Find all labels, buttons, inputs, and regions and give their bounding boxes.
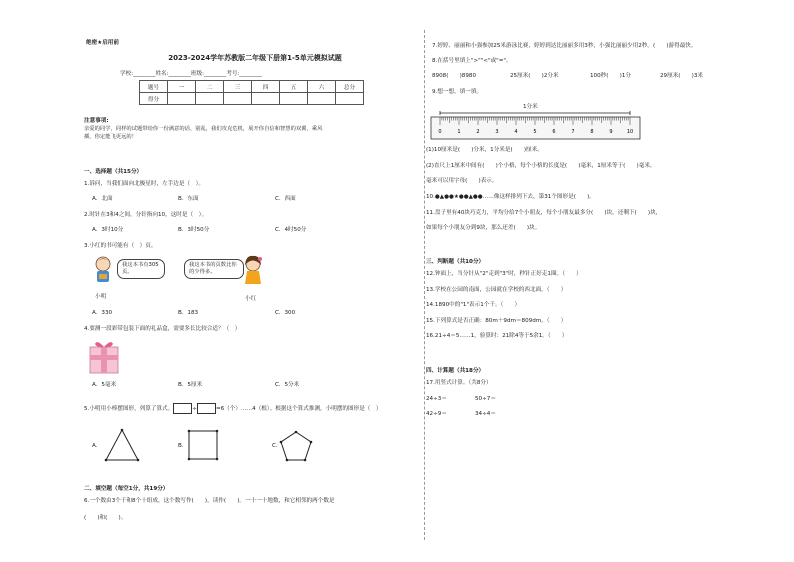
score-cell: 二 <box>196 81 224 93</box>
q5-option-b[interactable]: B． <box>178 443 188 449</box>
q5-option-a[interactable]: A． <box>92 443 102 449</box>
question-9-3: 毫米可以用字母( )表示。 <box>426 178 498 184</box>
question-9: 9.想一想，填一填。 <box>432 89 483 95</box>
calc-item: 42÷9＝ <box>426 411 447 417</box>
score-cell: 题号 <box>140 81 168 93</box>
score-cell: 得分 <box>140 93 168 105</box>
score-table <box>139 80 364 105</box>
question-6: 6.一个数由3个千和8个十组成，这个数写作( )，读作( )。一十一十地数，和它相邻的两个数是 <box>84 498 335 504</box>
score-cell[interactable] <box>308 93 336 105</box>
question-7: 7.婷婷、丽丽和小强参加25米游泳比赛，婷婷到达比丽丽多用3秒，小强比丽丽少用2秒。( )游得最快。 <box>432 43 697 49</box>
score-row-header <box>140 81 364 93</box>
secret-label: 绝密★启用前 <box>86 40 119 46</box>
ruler-number: 8 <box>590 129 594 135</box>
question-17: 17.用竖式计算。（共8分） <box>426 380 492 386</box>
score-cell[interactable] <box>336 93 364 105</box>
ruler-number: 10 <box>626 129 634 135</box>
question-15: 15.下列算式是否正确：80m＋9dm＝809dm。（ ） <box>426 318 567 324</box>
column-divider <box>424 30 425 540</box>
score-cell: 总分 <box>336 81 364 93</box>
section2-heading: 二、填空题（每空1分，共19分） <box>84 486 169 492</box>
gift-box-illustration <box>88 339 120 375</box>
question-2: 2.时针在3和4之间，分针指向10，这时是（ ）。 <box>84 212 208 218</box>
question-5-text: 5.小明用小棒摆图形，列算了算式。 <box>84 406 174 412</box>
ruler-number: 1 <box>457 129 461 135</box>
score-row-points <box>140 93 364 105</box>
ruler-number: 7 <box>571 129 575 135</box>
q4-option-b[interactable]: B．5厘米 <box>178 382 203 388</box>
question-13: 13.学校在公园的南面，公园就在学校的西北面。（ ） <box>426 287 567 293</box>
score-cell[interactable] <box>280 93 308 105</box>
calc-item: 34÷4＝ <box>475 411 496 417</box>
blank-box[interactable] <box>173 403 192 414</box>
ruler-number: 9 <box>609 129 613 135</box>
question-16: 16.21÷4＝5……1，验算时：21除4等于5余1。（ ） <box>426 333 568 339</box>
section1-heading: 一、选择题（共15分） <box>84 169 143 175</box>
question-14: 14.1890中的"1"表示1个千。（ ） <box>426 302 521 308</box>
page-title: 2023-2024学年苏教版二年级下册第1-5单元模拟试题 <box>168 54 342 62</box>
q4-option-a[interactable]: A．5毫米 <box>92 382 117 388</box>
notes-title: 注意事项: <box>84 118 109 124</box>
q2-option-a[interactable]: A．3时10分 <box>92 227 124 233</box>
score-cell: 一 <box>168 81 196 93</box>
q3-option-c[interactable]: C．300 <box>275 310 296 316</box>
square-icon <box>187 429 219 461</box>
score-cell[interactable] <box>224 93 252 105</box>
q8-item-2: 25厘米( )2分米 <box>510 73 559 79</box>
question-9-2: (2)直尺上1厘米中间有( )个小格，每个小格的长度是( )毫米，1厘米等于( )毫米。 <box>426 163 656 169</box>
score-cell: 六 <box>308 81 336 93</box>
question-5: 5.小明用小棒摆图形，列算了算式。 ÷ =6（个）……4（根）。根据这个算式推测，小明摆的图形是（ ） <box>84 403 382 414</box>
score-cell: 五 <box>280 81 308 93</box>
blank-box[interactable] <box>197 403 216 414</box>
ruler-number: 0 <box>438 129 442 135</box>
ruler-illustration <box>430 111 642 141</box>
q8-item-1: 8908( )8980 <box>432 73 477 79</box>
ruler-number: 5 <box>533 129 537 135</box>
ruler-number: 4 <box>514 129 518 135</box>
triangle-icon <box>104 428 140 462</box>
score-cell: 四 <box>252 81 280 93</box>
boy-name: 小明 <box>95 294 107 300</box>
boy-illustration <box>92 255 114 285</box>
question-1: 1.诉问，当我们面向北极星时，左手边是（ ）。 <box>84 181 205 187</box>
question-12: 12.钟面上，当分针从"2"走到"3"时，秒针正好走1圈。（ ） <box>426 271 582 277</box>
q5-option-c[interactable]: C． <box>272 443 282 449</box>
q1-option-a[interactable]: A．北面 <box>92 196 113 202</box>
question-6-cont: ( )和( )。 <box>84 515 127 521</box>
score-cell[interactable] <box>168 93 196 105</box>
q1-option-b[interactable]: B．东面 <box>178 196 199 202</box>
notes-line-1: 亲爱的同学，同样的试题带给你一份满意的话，别乱，我们攻克危机，展开你自信和智慧的双翼，乘风 <box>84 126 323 132</box>
q8-item-4: 29厘米( )3米 <box>660 73 704 79</box>
girl-illustration <box>242 255 264 287</box>
question-4: 4.要测一段彩带包装下面的礼品盒，需要多长比较合适？（ ） <box>84 326 241 332</box>
boy-speech-bubble: 我这本书有305页。 <box>117 259 165 279</box>
question-3: 3.小红的书可能有（ ）页。 <box>84 243 157 249</box>
q4-option-c[interactable]: C．5分米 <box>275 382 300 388</box>
ruler-number: 6 <box>552 129 556 135</box>
girl-name: 小红 <box>245 296 257 302</box>
girl-speech-bubble: 我这本书的页数比你的少得多。 <box>184 259 244 279</box>
question-11: 11.盘子里有40块巧克力，平均分给7个小朋友，每个小朋友最多分( )块，还剩下( )块， <box>426 210 662 216</box>
q3-option-b[interactable]: B．183 <box>178 310 199 316</box>
question-9-1: (1)10厘米是( )分米，1分米是( )厘米。 <box>426 147 543 153</box>
section4-heading: 四、计算题（共18分） <box>426 368 485 374</box>
q2-option-b[interactable]: B．3时50分 <box>178 227 210 233</box>
q2-option-c[interactable]: C．4时50分 <box>275 227 307 233</box>
score-cell[interactable] <box>196 93 224 105</box>
pentagon-icon <box>279 430 313 462</box>
notes-line-2: 插，你定能飞更远的！ <box>84 134 137 140</box>
info-line: 学校:________姓名:________班级:________考号:________ <box>120 71 262 77</box>
score-cell: 三 <box>224 81 252 93</box>
section3-heading: 三、判断题（共10分） <box>426 259 485 265</box>
calc-item: 50÷7＝ <box>475 396 496 402</box>
question-10: 10.●▲●●★●●▲●●……像这样排列下去，第31个图形是( )。 <box>426 194 595 200</box>
score-cell[interactable] <box>252 93 280 105</box>
ruler-number: 3 <box>495 129 499 135</box>
q8-item-3: 100秒( )1分 <box>590 73 631 79</box>
q3-option-a[interactable]: A．330 <box>92 310 113 316</box>
question-11-cont: 如果每个小朋友分到9块，那么还差( )块。 <box>426 225 541 231</box>
question-8: 8.在括号里填上">""<"或"="。 <box>432 58 512 64</box>
question-5-text-2: =6（个）……4（根）。根据这个算式推测，小明摆的图形是（ ） <box>215 406 382 412</box>
calc-item: 24÷3＝ <box>426 396 447 402</box>
ruler-number: 2 <box>476 129 480 135</box>
q1-option-c[interactable]: C．西面 <box>275 196 296 202</box>
ruler-label: 1分米 <box>523 104 538 110</box>
